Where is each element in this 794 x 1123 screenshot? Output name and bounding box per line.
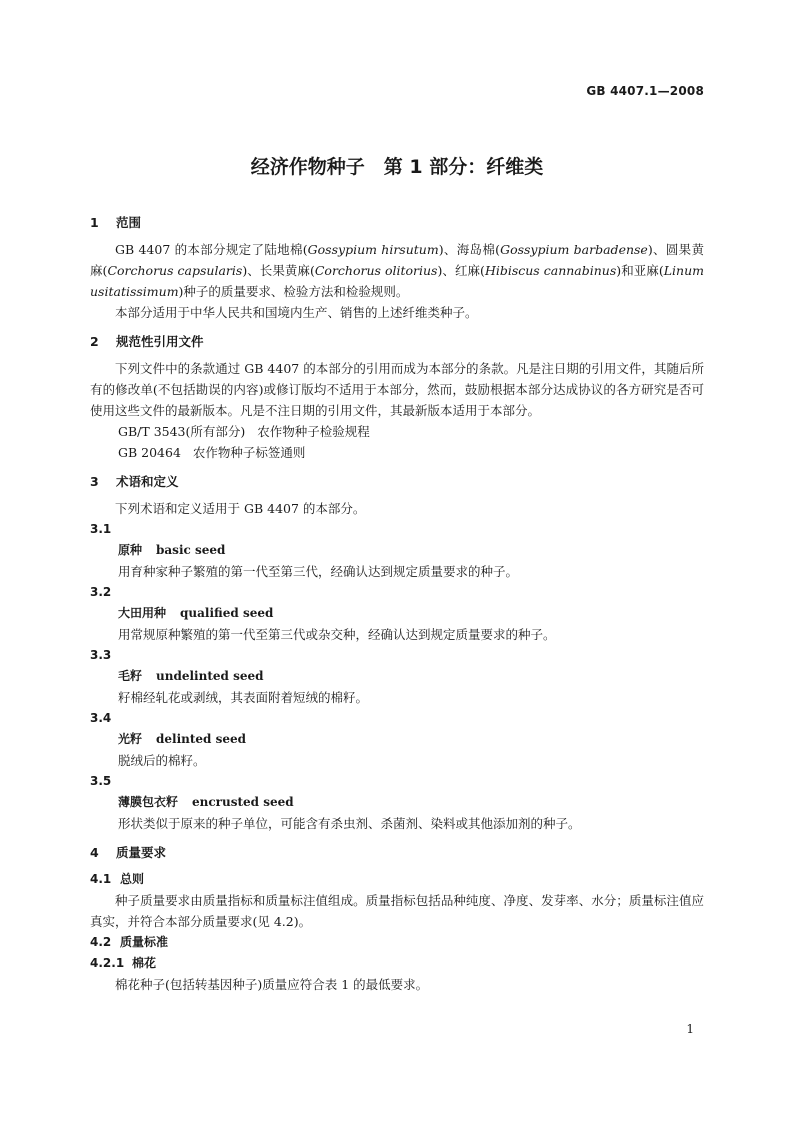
document-title: 经济作物种子 第 1 部分：纤维类 [250, 156, 544, 178]
subsection-4-2-heading [90, 932, 704, 953]
section-number: 3 [90, 474, 99, 489]
term-heading [90, 666, 704, 687]
term-zh: 薄膜包衣籽 [118, 795, 179, 809]
term-definition: 用常规原种繁殖的第一代至第三代或杂交种，经确认达到规定质量要求的种子。 [118, 627, 556, 642]
subsection-title: 质量标准 [120, 935, 169, 949]
latin-name: Gossypium barbadense [500, 242, 648, 257]
subsection-number: 4.1 [90, 872, 112, 886]
subsection-title: 总则 [120, 872, 145, 886]
cotton-paragraph: 棉花种子(包括转基因种子)质量应符合表 1 的最低要求。 [115, 977, 429, 992]
section-title: 规范性引用文件 [116, 334, 204, 349]
term-en: basic seed [156, 543, 226, 557]
term-definition: 用育种家种子繁殖的第一代至第三代，经确认达到规定质量要求的种子。 [118, 564, 519, 579]
section-title: 范围 [116, 215, 142, 230]
page-number: 1 [686, 1022, 694, 1036]
latin-name: Corchorus capsularis [107, 263, 243, 278]
term-number: 3.1 [90, 522, 112, 536]
reference-code: GB/T 3543(所有部分) [118, 424, 246, 439]
term-number: 3.4 [90, 711, 112, 725]
term-heading [90, 729, 704, 750]
latin-name: Hibiscus cannabinus [484, 263, 617, 278]
latin-name: Gossypium hirsutum [307, 242, 439, 257]
subsection-number: 4.2 [90, 935, 112, 949]
term-number: 3.5 [90, 774, 112, 788]
section-number: 4 [90, 845, 99, 860]
reference-item [90, 442, 704, 463]
section-3-heading [90, 471, 704, 492]
section-4-heading [90, 842, 704, 863]
section-number: 1 [90, 215, 99, 230]
section-number: 2 [90, 334, 99, 349]
subsection-4-1-heading [90, 869, 704, 890]
term-definition: 籽棉经轧花或剥绒，其表面附着短绒的棉籽。 [118, 690, 369, 705]
scope-applicability: 本部分适用于中华人民共和国境内生产、销售的上述纤维类种子。 [115, 305, 478, 320]
term-number: 3.3 [90, 648, 112, 662]
term-en: undelinted seed [156, 669, 264, 683]
reference-title: 农作物种子检验规程 [257, 424, 370, 439]
term-en: qualified seed [180, 606, 274, 620]
section-title: 质量要求 [116, 845, 167, 860]
term-zh: 大田用种 [118, 606, 167, 620]
text-run: )、长果黄麻( [242, 263, 315, 278]
term-heading [90, 792, 704, 813]
term-en: encrusted seed [192, 795, 294, 809]
term-en: delinted seed [156, 732, 247, 746]
general-paragraph: 种子质量要求由质量指标和质量标注值组成。质量指标包括品种纯度、净度、发芽率、水分；质量标注值应真实，并符合本部分质量要求(见 4.2)。 [90, 893, 704, 929]
reference-title: 农作物种子标签通则 [192, 445, 306, 460]
text-run: GB 4407 的本部分规定了陆地棉( [115, 242, 308, 257]
latin-name: Corchorus olitorius [314, 263, 438, 278]
term-definition: 脱绒后的棉籽。 [118, 753, 206, 768]
reference-item [90, 421, 704, 442]
term-number: 3.2 [90, 585, 112, 599]
subsection-title: 棉花 [132, 956, 157, 970]
standard-number: GB 4407.1—2008 [586, 84, 704, 98]
term-heading [90, 540, 704, 561]
term-definition: 形状类似于原来的种子单位，可能含有杀虫剂、杀菌剂、染料或其他添加剂的种子。 [118, 816, 581, 831]
text-run: )、红麻( [437, 263, 485, 278]
terms-intro: 下列术语和定义适用于 GB 4407 的本部分。 [115, 501, 366, 516]
term-heading [90, 603, 704, 624]
term-zh: 原种 [118, 543, 143, 557]
section-1-heading [90, 212, 704, 233]
section-2-heading [90, 331, 704, 352]
document-body [90, 212, 704, 995]
text-run: )和亚麻( [616, 263, 664, 278]
latin-name: Linum usitatissimum [90, 263, 704, 299]
section-title: 术语和定义 [116, 474, 179, 489]
reference-code: GB 20464 [118, 445, 181, 460]
subsection-4-2-1-heading [90, 953, 704, 974]
subsection-number: 4.2.1 [90, 956, 125, 970]
text-run: )种子的质量要求、检验方法和检验规则。 [178, 284, 409, 299]
term-zh: 光籽 [118, 732, 143, 746]
scope-paragraph [90, 239, 704, 302]
text-run: )、圆果黄麻( [90, 242, 704, 278]
text-run: )、海岛棉( [438, 242, 501, 257]
term-zh: 毛籽 [118, 669, 143, 683]
normative-references-paragraph: 下列文件中的条款通过 GB 4407 的本部分的引用而成为本部分的条款。凡是注日期的引用文件，其随后所有的修改单(不包括勘误的内容)或修订版均不适用于本部分，然而，鼓励根据本部分达成协议的各方研究是否可使用这些文件的最新版本。凡是不注日期的引用文件，其最新版本适用于本部分。 [90, 361, 704, 418]
